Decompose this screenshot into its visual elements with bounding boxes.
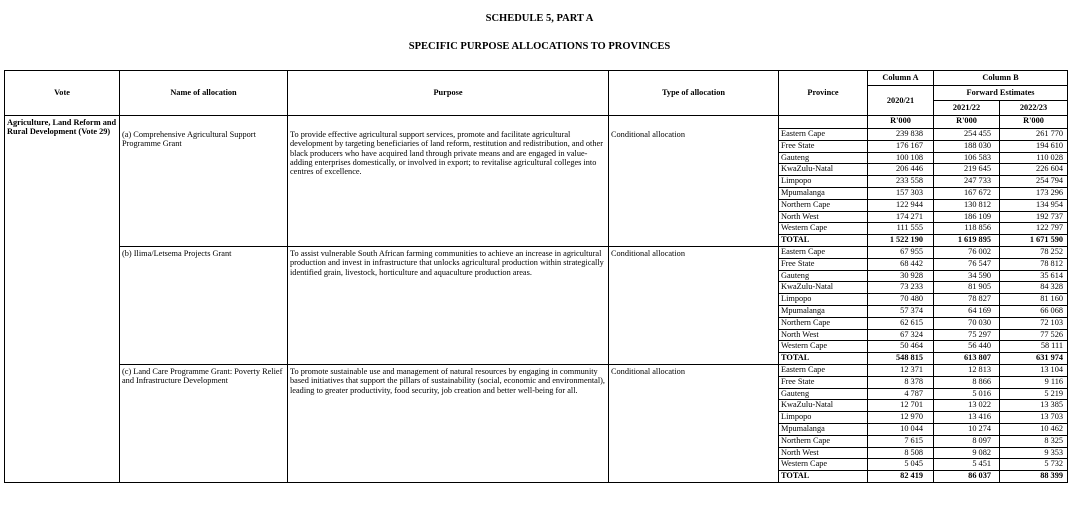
value-2020-21: 12 701 <box>868 400 934 412</box>
value-2020-21: 174 271 <box>868 211 934 223</box>
allocation-type: Conditional allocation <box>609 246 779 364</box>
table-row <box>5 246 1068 258</box>
province-name: Northern Cape <box>779 199 868 211</box>
value-2021-22: 118 856 <box>934 223 1000 235</box>
total-2022-23: 88 399 <box>1000 471 1068 483</box>
value-2021-22: 75 297 <box>934 329 1000 341</box>
total-label: TOTAL <box>779 471 868 483</box>
value-2021-22: 106 583 <box>934 152 1000 164</box>
allocation-purpose: To promote sustainable use and management of natural resources by engaging in community based initiatives that support the pillars of sustainability (social, economic and environmental), leading to greater productivity, food security, job creation and better well-being for all. <box>288 364 609 482</box>
allocation-type: Conditional allocation <box>609 116 779 247</box>
total-label: TOTAL <box>779 353 868 365</box>
value-2022-23: 5 219 <box>1000 388 1068 400</box>
value-2020-21: 73 233 <box>868 282 934 294</box>
province-name: Northern Cape <box>779 317 868 329</box>
value-2020-21: 111 555 <box>868 223 934 235</box>
province-name: Eastern Cape <box>779 246 868 258</box>
value-2022-23: 10 462 <box>1000 423 1068 435</box>
total-2020-21: 1 522 190 <box>868 235 934 247</box>
value-2021-22: 34 590 <box>934 270 1000 282</box>
allocation-name: (b) Ilima/Letsema Projects Grant <box>120 246 288 364</box>
vote-name: Agriculture, Land Reform and Rural Development (Vote 29) <box>5 116 120 483</box>
allocations-table <box>4 70 1068 483</box>
value-2021-22: 13 022 <box>934 400 1000 412</box>
value-2022-23: 84 328 <box>1000 282 1068 294</box>
province-name: Free State <box>779 140 868 152</box>
value-2022-23: 8 325 <box>1000 435 1068 447</box>
value-2022-23: 134 954 <box>1000 199 1068 211</box>
allocation-name: (a) Comprehensive Agricultural Support Programme Grant <box>120 116 288 247</box>
header-vote: Vote <box>5 71 120 116</box>
province-name: KwaZulu-Natal <box>779 400 868 412</box>
value-2021-22: 70 030 <box>934 317 1000 329</box>
province-name: Limpopo <box>779 176 868 188</box>
value-2022-23: 35 614 <box>1000 270 1068 282</box>
province-name: Gauteng <box>779 152 868 164</box>
value-2021-22: 76 547 <box>934 258 1000 270</box>
value-2020-21: 68 442 <box>868 258 934 270</box>
value-2020-21: 12 970 <box>868 412 934 424</box>
value-2022-23: 226 604 <box>1000 164 1068 176</box>
value-2020-21: 8 508 <box>868 447 934 459</box>
header-purpose: Purpose <box>288 71 609 116</box>
total-2022-23: 631 974 <box>1000 353 1068 365</box>
value-2021-22: 12 813 <box>934 364 1000 376</box>
value-2021-22: 9 082 <box>934 447 1000 459</box>
total-2022-23: 1 671 590 <box>1000 235 1068 247</box>
value-2020-21: 157 303 <box>868 187 934 199</box>
value-2021-22: 5 016 <box>934 388 1000 400</box>
value-2021-22: 130 812 <box>934 199 1000 211</box>
value-2020-21: 176 167 <box>868 140 934 152</box>
province-name: Western Cape <box>779 341 868 353</box>
value-2022-23: 13 703 <box>1000 412 1068 424</box>
value-2022-23: 72 103 <box>1000 317 1068 329</box>
province-name: Eastern Cape <box>779 364 868 376</box>
province-name: Gauteng <box>779 270 868 282</box>
value-2022-23: 78 812 <box>1000 258 1068 270</box>
value-2022-23: 58 111 <box>1000 341 1068 353</box>
province-name: KwaZulu-Natal <box>779 164 868 176</box>
province-name: Free State <box>779 376 868 388</box>
value-2020-21: 122 944 <box>868 199 934 211</box>
value-2022-23: 173 296 <box>1000 187 1068 199</box>
header-type: Type of allocation <box>609 71 779 116</box>
value-2020-21: 70 480 <box>868 294 934 306</box>
province-name: Limpopo <box>779 294 868 306</box>
value-2021-22: 10 274 <box>934 423 1000 435</box>
schedule-title: SCHEDULE 5, PART A <box>485 13 594 24</box>
value-2021-22: 64 169 <box>934 305 1000 317</box>
province-name: Gauteng <box>779 388 868 400</box>
value-2021-22: 56 440 <box>934 341 1000 353</box>
value-2021-22: 167 672 <box>934 187 1000 199</box>
value-2021-22: 76 002 <box>934 246 1000 258</box>
header-column-b: Column B <box>934 71 1068 86</box>
value-2022-23: 9 116 <box>1000 376 1068 388</box>
header-name: Name of allocation <box>120 71 288 116</box>
value-2022-23: 194 610 <box>1000 140 1068 152</box>
total-2020-21: 548 815 <box>868 353 934 365</box>
value-2022-23: 13 385 <box>1000 400 1068 412</box>
value-2022-23: 9 353 <box>1000 447 1068 459</box>
value-2022-23: 5 732 <box>1000 459 1068 471</box>
province-name: Mpumalanga <box>779 305 868 317</box>
units-label: R'000 <box>1000 116 1068 129</box>
value-2021-22: 254 455 <box>934 129 1000 141</box>
value-2022-23: 110 028 <box>1000 152 1068 164</box>
value-2020-21: 67 955 <box>868 246 934 258</box>
province-name: North West <box>779 329 868 341</box>
value-2020-21: 4 787 <box>868 388 934 400</box>
schedule-subtitle: SPECIFIC PURPOSE ALLOCATIONS TO PROVINCES <box>408 41 671 52</box>
value-2022-23: 78 252 <box>1000 246 1068 258</box>
province-name: Free State <box>779 258 868 270</box>
value-2021-22: 13 416 <box>934 412 1000 424</box>
value-2020-21: 67 324 <box>868 329 934 341</box>
value-2020-21: 12 371 <box>868 364 934 376</box>
allocation-type: Conditional allocation <box>609 364 779 482</box>
province-name: Eastern Cape <box>779 129 868 141</box>
header-year-b2: 2022/23 <box>1000 101 1068 116</box>
value-2022-23: 77 526 <box>1000 329 1068 341</box>
total-2020-21: 82 419 <box>868 471 934 483</box>
total-2021-22: 613 807 <box>934 353 1000 365</box>
value-2022-23: 254 794 <box>1000 176 1068 188</box>
value-2020-21: 206 446 <box>868 164 934 176</box>
value-2020-21: 8 378 <box>868 376 934 388</box>
allocation-purpose: To provide effective agricultural support services, promote and facilitate agricultural development by targeting beneficiaries of land reform, restitution and redistribution, and other black producers who have acquired land through private means and are engaged in value-adding enterprises domestically, or involved in export; to revitalise agricultural colleges into centres of excellence. <box>288 116 609 247</box>
value-2020-21: 57 374 <box>868 305 934 317</box>
value-2022-23: 13 104 <box>1000 364 1068 376</box>
table-row <box>5 364 1068 376</box>
header-province: Province <box>779 71 868 116</box>
units-row <box>5 116 1068 129</box>
value-2021-22: 81 905 <box>934 282 1000 294</box>
value-2021-22: 8 866 <box>934 376 1000 388</box>
province-name: Northern Cape <box>779 435 868 447</box>
value-2020-21: 100 108 <box>868 152 934 164</box>
province-name: KwaZulu-Natal <box>779 282 868 294</box>
value-2020-21: 62 615 <box>868 317 934 329</box>
province-name: Western Cape <box>779 223 868 235</box>
value-2022-23: 192 737 <box>1000 211 1068 223</box>
value-2020-21: 239 838 <box>868 129 934 141</box>
value-2021-22: 219 645 <box>934 164 1000 176</box>
province-name: Western Cape <box>779 459 868 471</box>
value-2021-22: 5 451 <box>934 459 1000 471</box>
value-2022-23: 66 068 <box>1000 305 1068 317</box>
value-2021-22: 8 097 <box>934 435 1000 447</box>
allocation-purpose: To assist vulnerable South African farming communities to achieve an increase in agricultural production and invest in infrastructure that unlocks agricultural production within strategically identified grain, livestock, horticulture and aquaculture production areas. <box>288 246 609 364</box>
units-label: R'000 <box>868 116 934 129</box>
value-2021-22: 186 109 <box>934 211 1000 223</box>
province-units-blank <box>779 116 868 129</box>
value-2021-22: 247 733 <box>934 176 1000 188</box>
header-year-a: 2020/21 <box>868 86 934 116</box>
value-2021-22: 188 030 <box>934 140 1000 152</box>
header-column-a: Column A <box>868 71 934 86</box>
province-name: North West <box>779 211 868 223</box>
header-year-b1: 2021/22 <box>934 101 1000 116</box>
total-2021-22: 1 619 895 <box>934 235 1000 247</box>
value-2022-23: 261 770 <box>1000 129 1068 141</box>
province-name: Limpopo <box>779 412 868 424</box>
value-2022-23: 122 797 <box>1000 223 1068 235</box>
header-forward-estimates: Forward Estimates <box>934 86 1068 101</box>
total-2021-22: 86 037 <box>934 471 1000 483</box>
province-name: North West <box>779 447 868 459</box>
value-2020-21: 233 558 <box>868 176 934 188</box>
value-2020-21: 50 464 <box>868 341 934 353</box>
value-2020-21: 5 045 <box>868 459 934 471</box>
province-name: Mpumalanga <box>779 187 868 199</box>
value-2020-21: 30 928 <box>868 270 934 282</box>
total-label: TOTAL <box>779 235 868 247</box>
value-2022-23: 81 160 <box>1000 294 1068 306</box>
allocation-name: (c) Land Care Programme Grant: Poverty Relief and Infrastructure Development <box>120 364 288 482</box>
value-2021-22: 78 827 <box>934 294 1000 306</box>
value-2020-21: 7 615 <box>868 435 934 447</box>
units-label: R'000 <box>934 116 1000 129</box>
allocations-body <box>5 116 1068 483</box>
value-2020-21: 10 044 <box>868 423 934 435</box>
province-name: Mpumalanga <box>779 423 868 435</box>
